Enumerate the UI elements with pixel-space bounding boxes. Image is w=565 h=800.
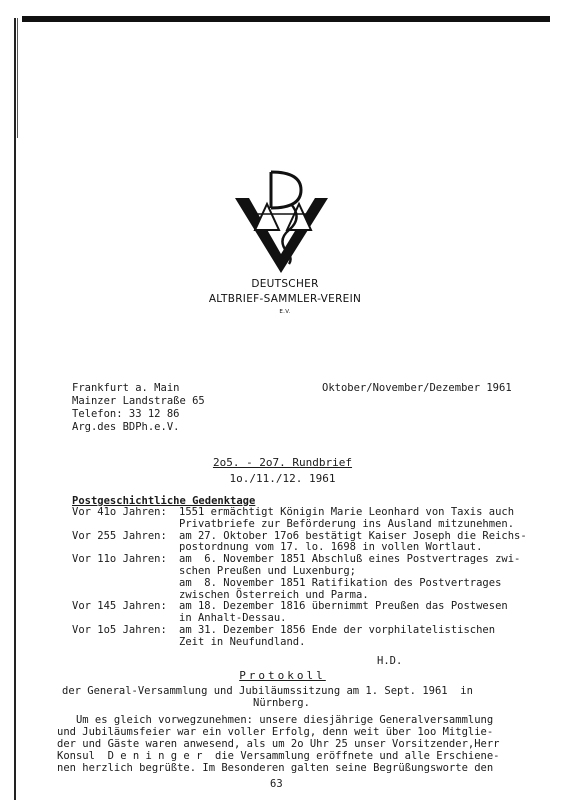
- table-row: [72, 531, 527, 555]
- protocol-location: Nürnberg.: [253, 697, 310, 709]
- top-border: [22, 16, 550, 22]
- body-line: Um es gleich vorwegzunehmen: unsere diesjährige Generalversammlung: [57, 714, 494, 726]
- body-line: nen herzlich begrüßte. Im Besonderen galten seine Begrüßungsworte den: [57, 762, 494, 774]
- table-row: [72, 507, 527, 531]
- address-affiliation: Arg.des BDPh.e.V.: [72, 421, 180, 433]
- row-label: Vor 41o Jahren:: [72, 506, 167, 518]
- row-label: Vor 11o Jahren:: [72, 553, 167, 566]
- body-line: der und Gäste waren anwesend, als um 2o Uhr 25 unser Vorsitzender,Herr: [57, 738, 500, 750]
- row-text: zwischen Österreich und Parma.: [179, 588, 369, 601]
- org-name-line2: ALTBRIEF-SAMMLER-VEREIN: [208, 293, 362, 305]
- row-text: am 8. November 1851 Ratifikation des Postvertrages: [179, 576, 502, 589]
- anniversaries-table: [72, 507, 527, 649]
- protocol-subtitle: der General-Versammlung und Jubiläumssitzung am 1. Sept. 1961 in: [62, 685, 473, 697]
- left-border: [14, 18, 16, 800]
- row-text: am 6. November 1851 Abschluß eines Postvertrages zwi-: [179, 553, 521, 566]
- body-line: und Jubiläumsfeier war ein voller Erfolg, denn weit über 1oo Mitglie-: [57, 726, 494, 738]
- anniversaries-heading: Postgeschichtliche Gedenktage: [72, 495, 256, 507]
- issue-date: Oktober/November/Dezember 1961: [322, 382, 512, 394]
- table-row: [72, 554, 527, 601]
- body-line: Konsul D e n i n g e r die Versammlung eröffnete und alle Erschiene-: [57, 750, 500, 762]
- signature: H.D.: [377, 655, 403, 667]
- page-number: 63: [270, 778, 283, 790]
- row-text: am 18. Dezember 1816 übernimmt Preußen das Postwesen: [179, 600, 508, 613]
- row-text: postordnung vom 17. lo. 1698 in vollen Wortlaut.: [179, 541, 483, 554]
- newsletter-title: 2o5. - 2o7. Rundbrief: [212, 456, 353, 469]
- row-text: am 27. Oktober 17o6 bestätigt Kaiser Joseph die Reichs-: [179, 529, 527, 542]
- org-suffix: E.V.: [279, 309, 291, 315]
- row-text: schen Preußen und Luxenburg;: [179, 564, 357, 577]
- address-city: Frankfurt a. Main: [72, 382, 180, 394]
- table-row: [72, 625, 527, 649]
- org-name-line1: DEUTSCHER: [251, 278, 319, 290]
- row-text: Privatbriefe zur Beförderung ins Ausland mitzunehmen.: [179, 517, 515, 530]
- row-label: Vor 1o5 Jahren:: [72, 623, 167, 636]
- row-text: in Anhalt-Dessau.: [179, 612, 287, 625]
- left-border-inner: [17, 18, 18, 138]
- row-text: 1551 ermächtigt Königin Marie Leonhard von Taxis auch: [179, 506, 515, 518]
- association-logo: [233, 168, 333, 278]
- address-street: Mainzer Landstraße 65: [72, 395, 205, 407]
- address-phone: Telefon: 33 12 86: [72, 408, 180, 420]
- row-label: Vor 255 Jahren:: [72, 529, 167, 542]
- row-text: am 31. Dezember 1856 Ende der vorphilatelistischen: [179, 623, 496, 636]
- protocol-title: Protokoll: [239, 669, 326, 682]
- newsletter-dates: 1o./11./12. 1961: [229, 472, 336, 485]
- row-text: Zeit in Neufundland.: [179, 635, 306, 648]
- table-row: [72, 601, 527, 625]
- row-label: Vor 145 Jahren:: [72, 600, 167, 613]
